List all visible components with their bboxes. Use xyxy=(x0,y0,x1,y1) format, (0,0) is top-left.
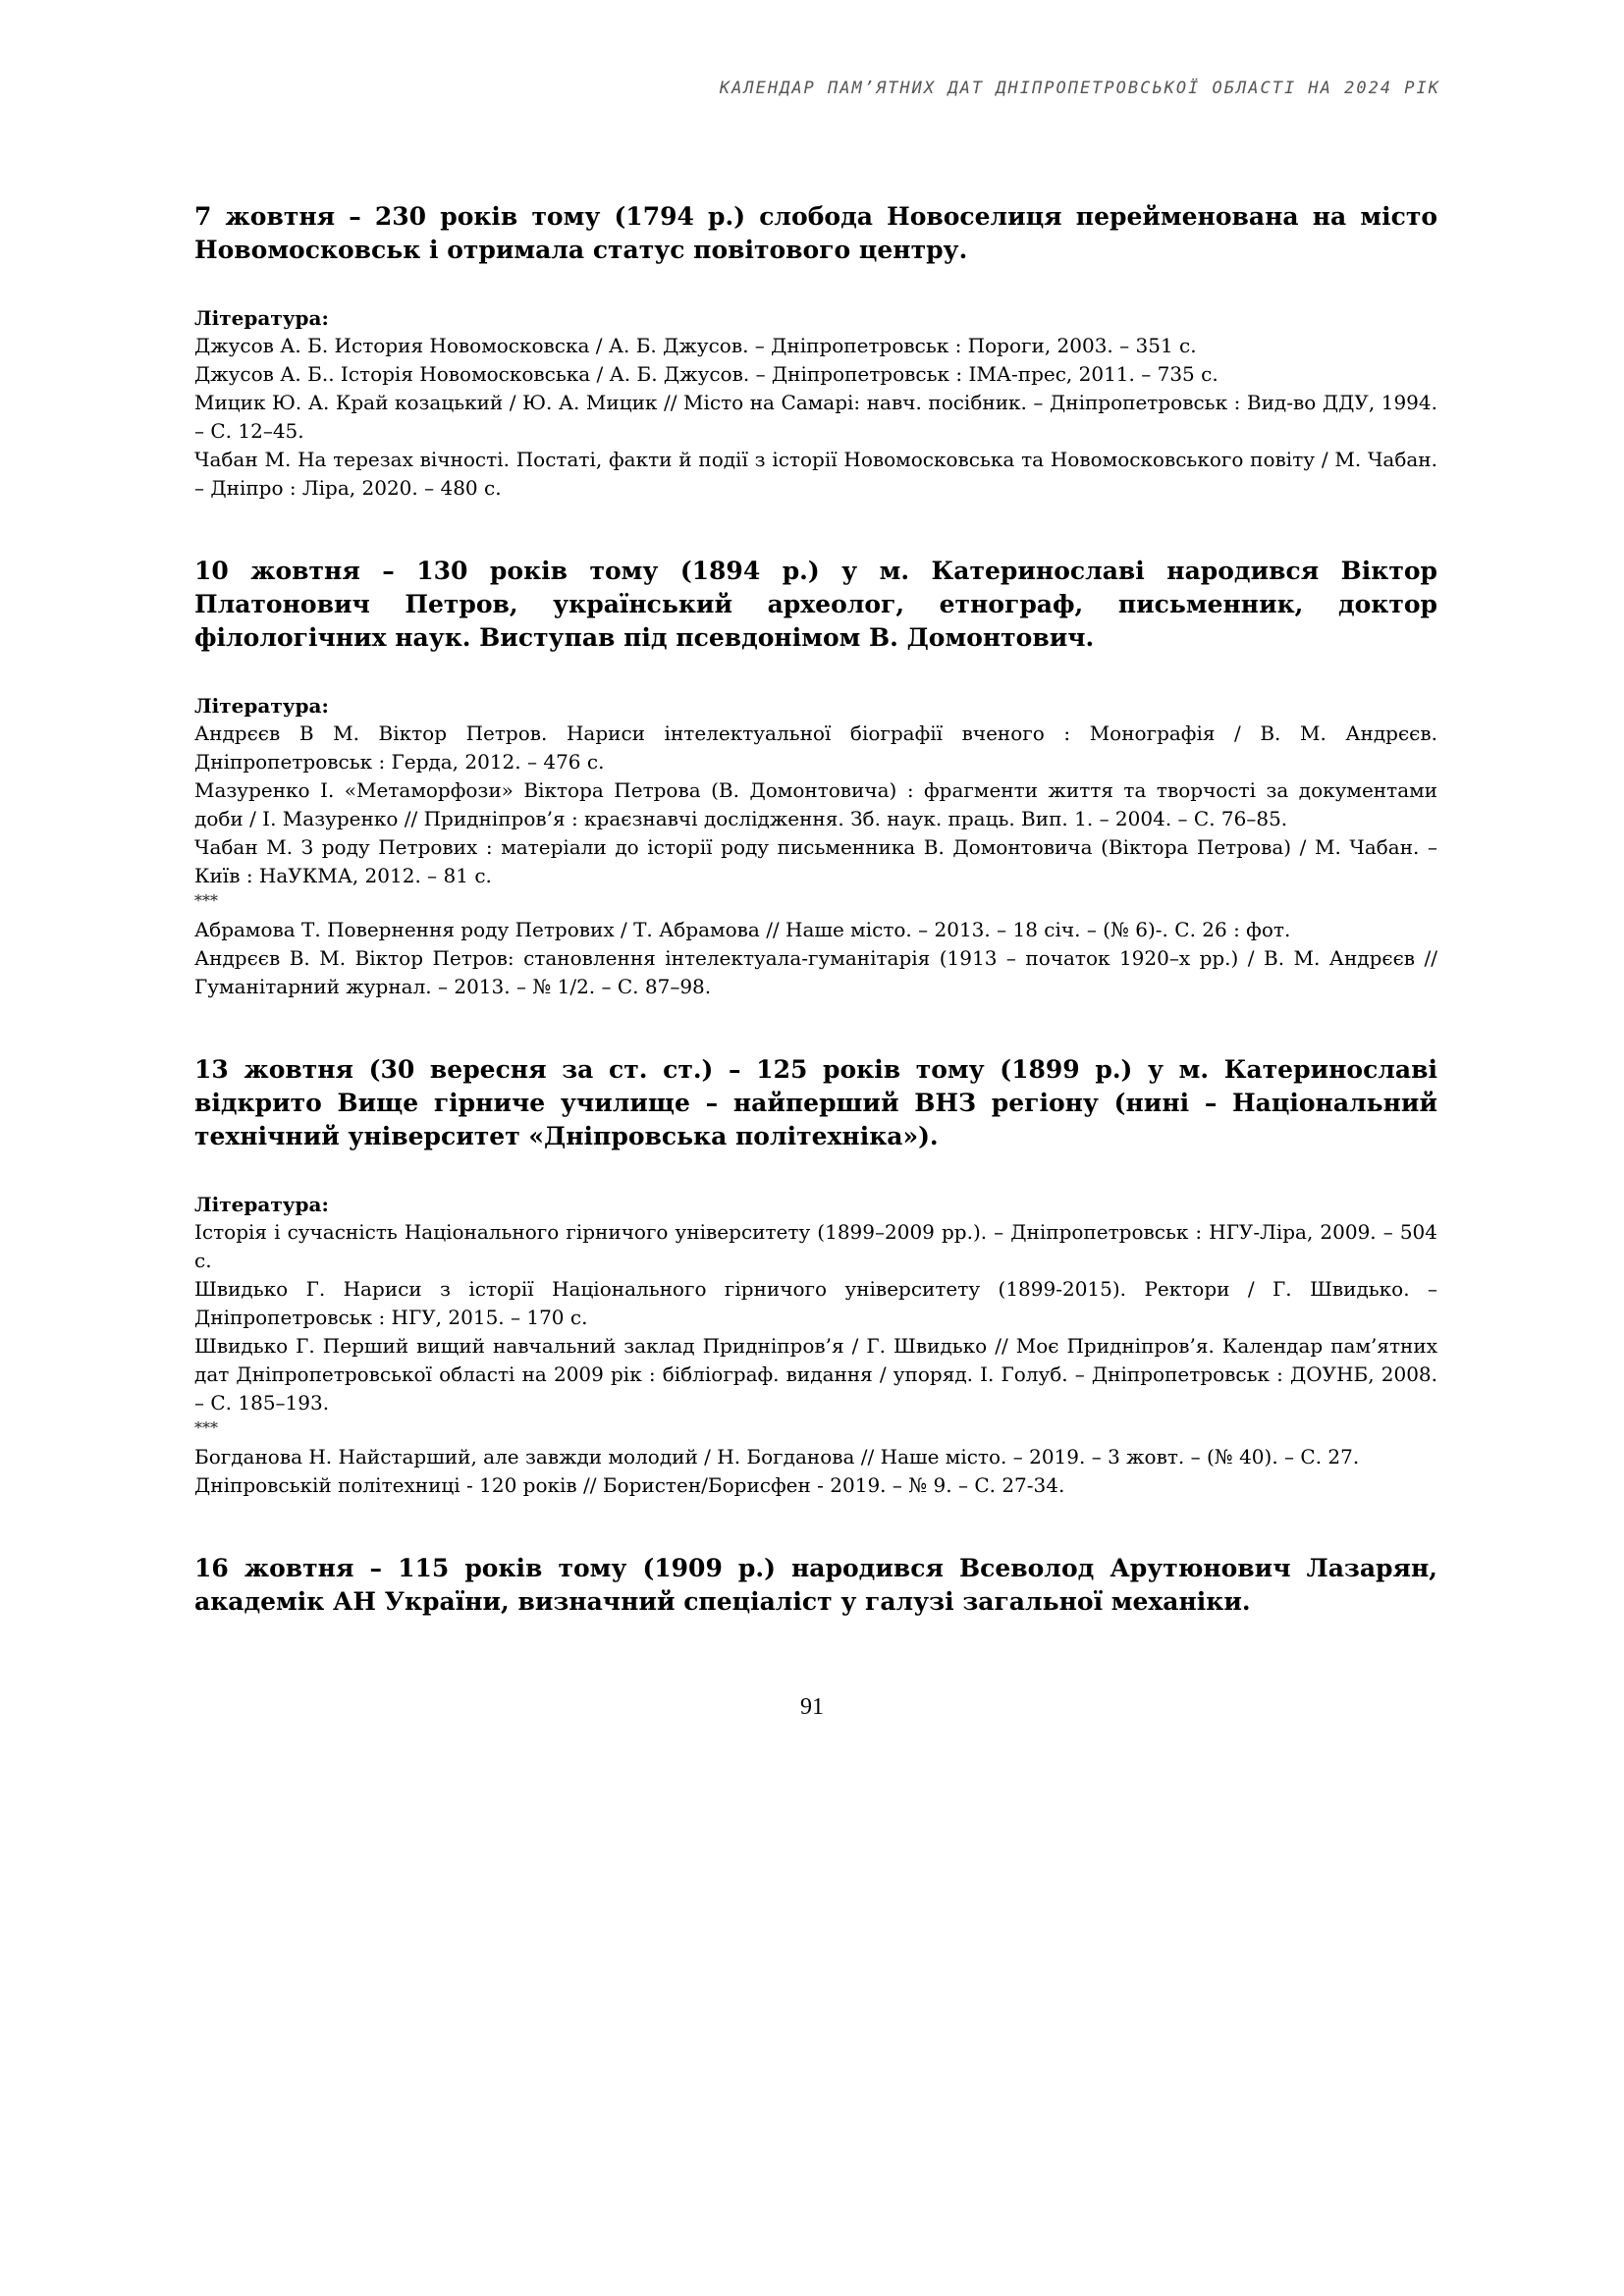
running-header: КАЛЕНДАР ПАМ’ЯТНИХ ДАТ ДНІПРОПЕТРОВСЬКОЇ ОБЛАСТІ НА 2024 РІК xyxy=(719,79,1440,98)
event-title: 7 жовтня – 230 років тому (1794 р.) слобода Новоселиця перейменована на місто Новомосковськ і отримала статус повітового центру. xyxy=(194,202,1437,264)
literature-item: Джусов А. Б. История Новомосковска / А. Б. Джусов. – Дніпропетровськ : Пороги, 2003. – 351 с. xyxy=(194,334,1197,357)
literature-item: Андрєєв В М. Віктор Петров. Нариси інтелектуальної біографії вченого : Монографія / В. М. Андрєєв. Дніпропетровськ : Герда, 2012. – 476 с. xyxy=(194,721,1437,774)
literature-item: Мазуренко І. «Метаморфози» Віктора Петрова (В. Домонтовича) : фрагменти життя та творчості за документами доби / І. Мазуренко // Придніпров’я : краєзнавчі дослідження. Зб. наук. праць. Вип. 1. – 2004. – С. 76–85. xyxy=(194,778,1437,830)
literature-item: Богданова Н. Найстарший, але завжди молодий / Н. Богданова // Наше місто. – 2019. – 3 жовт. – (№ 40). – С. 27. xyxy=(194,1445,1360,1468)
literature-item: Історія і сучасність Національного гірничого університету (1899–2009 рр.). – Дніпропетровськ : НГУ-Ліра, 2009. – 504 с. xyxy=(194,1220,1437,1272)
section-separator: *** xyxy=(194,1418,218,1437)
literature-item: Абрамова Т. Повернення роду Петрових / Т. Абрамова // Наше місто. – 2013. – 18 січ. – (№ 6)-. С. 26 : фот. xyxy=(194,918,1291,941)
event-entry xyxy=(194,1053,1437,1500)
literature-item: Чабан М. З роду Петрових : матеріали до історії роду письменника В. Домонтовича (Віктора Петрова) / М. Чабан. – Київ : НаУКМА, 2012. – 81 с. xyxy=(194,835,1437,887)
literature-heading: Література: xyxy=(194,694,329,718)
section-separator: *** xyxy=(194,891,218,910)
literature-item: Швидько Г. Нариси з історії Національного гірничого університету (1899-2015). Ректори / Г. Швидько. – Дніпропетровськ : НГУ, 2015. – 170 с. xyxy=(194,1277,1437,1329)
event-entry xyxy=(194,1552,1437,1619)
literature-item: Чабан М. На терезах вічності. Постаті, факти й події з історії Новомосковська та Новомосковського повіту / М. Чабан. – Дніпро : Ліра, 2020. – 480 с. xyxy=(194,448,1437,500)
literature-item: Мицик Ю. А. Край козацький / Ю. А. Мицик // Місто на Самарі: навч. посібник. – Дніпропетровськ : Вид-во ДДУ, 1994. – С. 12–45. xyxy=(194,391,1437,443)
literature-heading: Література: xyxy=(194,306,329,330)
literature-item: Джусов А. Б.. Історія Новомосковська / А. Б. Джусов. – Дніпропетровськ : ІМА-прес, 2011. – 735 с. xyxy=(194,362,1218,386)
literature-item: Андрєєв В. М. Віктор Петров: становлення інтелектуала-гуманітарія (1913 – початок 1920–х рр.) / В. М. Андрєєв // Гуманітарний журнал. – 2013. – № 1/2. – С. 87–98. xyxy=(194,946,1437,998)
page-number: 91 xyxy=(800,1694,824,1720)
event-title: 10 жовтня – 130 років тому (1894 р.) у м. Катеринославі народився Віктор Платонович Петров, український археолог, етнограф, письменник, доктор філологічних наук. Виступав під псевдонімом В. Домонтович. xyxy=(194,557,1437,652)
literature-item: Дніпровській політехниці - 120 років // Бористен/Борисфен - 2019. – № 9. – С. 27-34. xyxy=(194,1473,1065,1497)
literature-item: Швидько Г. Перший вищий навчальний заклад Придніпров’я / Г. Швидько // Моє Придніпров’я. Календар пам’ятних дат Дніпропетровської області на 2009 рік : бібліограф. видання / упоряд. І. Голуб. – Дніпропетровськ : ДОУНБ, 2008. – С. 185–193. xyxy=(194,1334,1437,1415)
literature-heading: Література: xyxy=(194,1193,329,1216)
event-title: 16 жовтня – 115 років тому (1909 р.) народився Всеволод Арутюнович Лазарян, академік АН України, визначний спеціаліст у галузі загальної механіки. xyxy=(194,1554,1437,1616)
event-entry xyxy=(194,200,1437,503)
page-content xyxy=(194,200,1437,1671)
event-title: 13 жовтня (30 вересня за ст. ст.) – 125 років тому (1899 р.) у м. Катеринославі відкрито Вище гірниче училище – найперший ВНЗ регіону (нині – Національний технічний університет «Дніпровська політехніка»). xyxy=(194,1055,1437,1150)
event-entry xyxy=(194,555,1437,1001)
